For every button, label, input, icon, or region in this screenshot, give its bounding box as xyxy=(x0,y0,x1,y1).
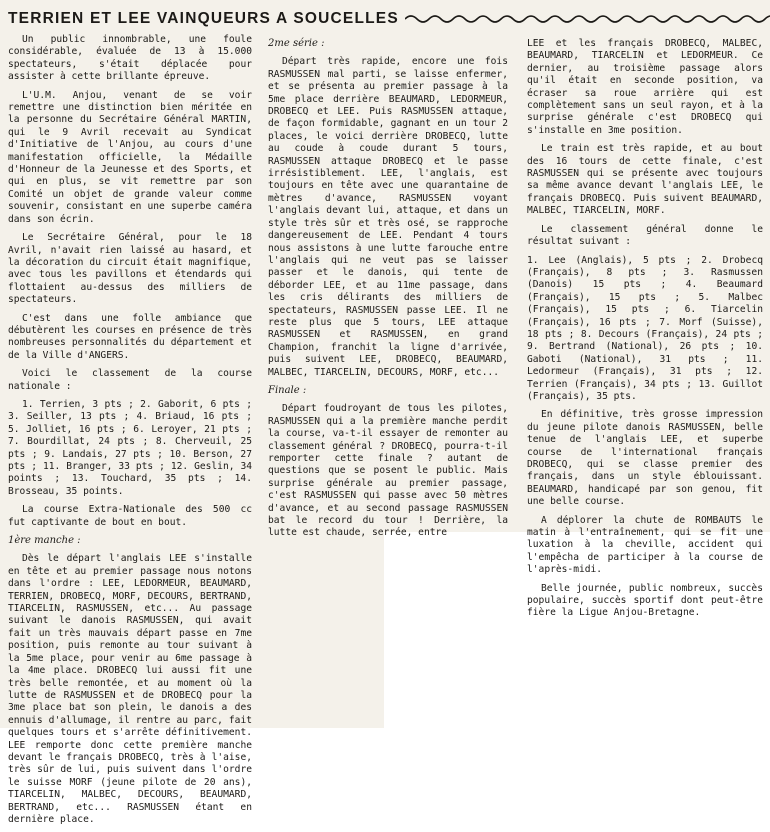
paragraph: A déplorer la chute de ROMBAUTS le matin à l'entraînement, qui se fit une luxation à la cheville, accident qui l'empêcha de participer à la course de l'après-midi. xyxy=(527,514,763,576)
section-heading: 2me série : xyxy=(268,38,325,49)
paragraph: Le train est très rapide, et au bout des 16 tours de cette finale, c'est RASMUSSEN qui se présente avec toujours sa même avance devant l'anglais LEE, le français DROBECQ. Puis suivent BEAUMARD, MALBEC, TIARCELIN, MORF. xyxy=(527,143,763,217)
headline: TERRIEN ET LEE VAINQUEURS A SOUCELLES xyxy=(8,10,399,27)
paragraph: Voici le classement de la course nationale : xyxy=(8,368,252,392)
paragraph: Départ foudroyant de tous les pilotes, RASMUSSEN qui a la première manche perdit la course, va-t-il essayer de remonter au classement général ? DROBECQ, pourra-t-il remporter cette finale ? autant de questions que se posent le public. Mais surprise générale au premier passage, c'est RASMUSSEN qui passe avec 50 mètres d'avance, et au second passage RASMUSSEN bat le record du tour ! Derrière, la lutte est chaude, serrée, entre xyxy=(268,403,508,539)
section-heading: Finale : xyxy=(268,384,307,396)
headline-bar xyxy=(8,8,770,30)
paragraph: Dès le départ l'anglais LEE s'installe en tête et au premier passage nous notons dans l'ordre : LEE, LEDORMEUR, BEAUMARD, TERRIEN, DROBECQ, MORF, DECOURS, BERTRAND, TIARCELIN, RASMUSSEN, etc... Au passage suivant le danois RASMUSSEN, qui avait fait un très mauvais départ passe en 7me position, puis remonte au tour suivant à la 5me place, pour venir au 6me passage à la 4me place. DROBECQ lui aussi fit une très belle remontée, et au moment où la lutte de RASMUSSEN et de DROBECQ pour la 3me place bat son plein, le danois a des ennuis d'allumage, il rentre au parc, fait quelques tours et s'arrête définitivement. LEE remporte donc cette première manche devant le français DROBECQ, très à l'aise, très sûr de lui, puis suivent dans l'ordre le suisse MORF (jeune pilote de 20 ans), TIARCELIN, MALBEC, DECOURS, BEAUMARD, BERTRAND, etc... RASMUSSEN étant en dernière place. xyxy=(8,553,252,825)
column-1 xyxy=(8,34,252,832)
results-general: 1. Lee (Anglais), 5 pts ; 2. Drobecq (Français), 8 pts ; 3. Rasmussen (Danois) 15 pts ; 4. Beaumard (Français), 15 pts ; 5. Malbec (Français), 15 pts ; 6. Tiarcelin (Français), 16 pts ; 7. Morf (Suisse), 18 pts ; 8. Decours (Français), 24 pts ; 9. Bertrand (National), 26 pts ; 10. Gaboti (National), 31 pts ; 11. Ledormeur (Français), 31 pts ; 12. Terrien (Français), 34 pts ; 13. Guillot (Français), 35 pts. xyxy=(527,254,763,402)
column-3 xyxy=(527,38,763,626)
paragraph: Belle journée, public nombreux, succès populaire, succès sportif dont peut-être fière la Ligue Anjou-Bretagne. xyxy=(527,582,763,619)
section-heading: 1ère manche : xyxy=(8,535,81,547)
paragraph: Le Secrétaire Général, pour le 18 Avril, n'avait rien laissé au hasard, et la décoration du circuit était magnifique, avec tous les pavillons et étendards qui flottaient au-dessus des milliers de spectateurs. xyxy=(8,232,252,306)
results-national: 1. Terrien, 3 pts ; 2. Gaborit, 6 pts ; 3. Seiller, 13 pts ; 4. Briaud, 16 pts ; 5. Jolliet, 16 pts ; 6. Leroyer, 21 pts ; 7. Bourdillat, 24 pts ; 8. Cherveuil, 25 pts ; 9. Landais, 27 pts ; 10. Berson, 27 pts ; 11. Branger, 33 pts ; 12. Geslin, 34 points ; 13. Touchard, 35 pts ; 14. Brosseau, 35 points. xyxy=(8,398,252,497)
paragraph: Le classement général donne le résultat suivant : xyxy=(527,223,763,248)
paragraph: La course Extra-Nationale des 500 cc fut captivante de bout en bout. xyxy=(8,504,252,528)
paragraph: Un public innombrable, une foule considérable, évaluée de 13 à 15.000 spectateurs, s'était déplacée pour assister à cette brillante épreuve. xyxy=(8,34,252,83)
paragraph: Départ très rapide, encore une fois RASMUSSEN mal parti, se laisse enfermer, et se présenta au premier passage à la 5me place derrière BEAUMARD, LEDORMEUR, DROBECQ et LEE. Puis RASMUSSEN attaque, de façon formidable, gagnant en un tour 2 places, le voici derrière DROBECQ, lutte au coude à coude durant 5 tours, RASMUSSEN attaque DROBECQ et le passe irrésistiblement. LEE, l'anglais, est toujours en tête avec une quarantaine de mètres d'avance, RASMUSSEN voyant l'anglais devant lui, attaque, et dans un style très sûr et très osé, se rapproche dangereusement de LEE. Pendant 4 tours nous assistons à une lutte farouche entre l'anglais qui ne veut pas se laisser passer et le danois, qui tente de déborder LEE, et au 11me passage, dans les cris délirants des milliers de spectateurs, RASMUSSEN passe LEE. Il ne reste plus que 5 tours, LEE attaque RASMUSSEN et RASMUSSEN, en grand Champion, franchit la ligne d'arrivée, puis suivent LEE, DROBECQ, BEAUMARD, MALBEC, TIARCELIN, DECOURS, MORF, etc... xyxy=(268,56,508,378)
wavy-rule-icon xyxy=(405,12,770,26)
paragraph: C'est dans une folle ambiance que débutèrent les courses en présence de très nombreuses personnalités du département et de la Ville d'ANGERS. xyxy=(8,312,252,361)
paragraph: L'U.M. Anjou, venant de se voir remettre une distinction bien méritée en la personne du Secrétaire Général MARTIN, qui le 9 Avril recevait au Syndicat d'Initiative de l'Anjou, au cours d'une manifestation officielle, la Médaille d'Honneur de la Jeunesse et des Sports, et qui en plus, se vit remettre par son Comité un objet de grande valeur comme souvenir, consistant en une superbe caméra dans son écrin. xyxy=(8,89,252,225)
paragraph: LEE et les français DROBECQ, MALBEC, BEAUMARD, TIARCELIN et LEDORMEUR. Ce dernier, au troisième passage alors qu'il était en seconde position, va écraser sa roue arrière qui est complètement sans un seul rayon, et à la surprise générale c'est DROBECQ qui s'installe en 3me position. xyxy=(527,38,763,136)
paragraph: En définitive, très grosse impression du jeune pilote danois RASMUSSEN, belle tenue de l'anglais LEE, et superbe course de l'international français DROBECQ, qui se classe premier des français, dans un style éblouissant. BEAUMARD, handicapé par son genou, fit une belle course. xyxy=(527,409,763,508)
column-2 xyxy=(268,38,508,546)
